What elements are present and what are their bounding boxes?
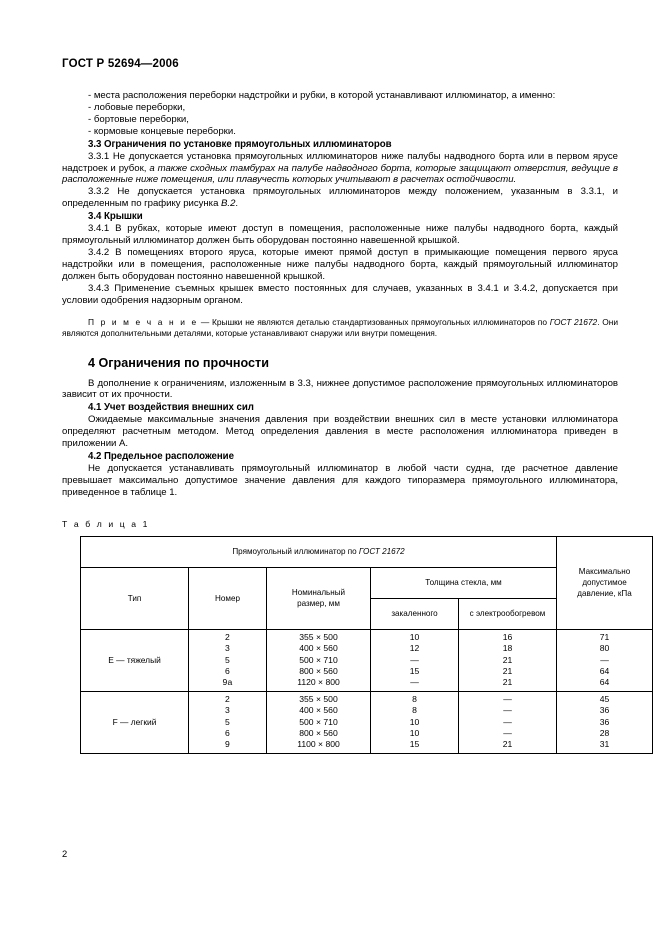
paragraph-4-2: Не допускается устанавливать прямоугольный иллюминатор в любой части судна, где расчетное давление превышает максимально допустимое значение давления для каждого типоразмера прямоугольного иллюминатора, приведенное в таблице 1. [62,463,618,498]
page-number: 2 [62,848,68,859]
heading-4-2: 4.2 Предельное расположение [88,451,234,463]
cell-sizes-e: 355 × 500 400 × 560 500 × 710 800 × 560 1120 × 800 [267,629,371,691]
paragraph-3-4-1: 3.4.1 В рубках, которые имеют доступ в помещения, расположенные ниже палубы надводного борта, каждый прямоугольный иллюминатор должен быть оборудован постоянно навешенной крышкой. [62,223,618,247]
group-header-gost: ГОСТ 21672 [358,547,405,557]
header-electro-heated: с электрообогревом [459,598,557,629]
paragraph-3-4-2: 3.4.2 В помещениях второго яруса, которые имеют прямой доступ в примыкающие помещения первого яруса надстройки или в помещения, расположенные ниже палубы надводного борта, каждый прямоугольный иллюминатор должен быть оборудован постоянно навешенной крышкой. [62,246,618,282]
paragraph-3-3-2-plain-b: . [235,198,239,210]
bullet-intro-paragraph: - места расположения переборки надстройки и рубки, в которой устанавливают иллюминатор, а именно: [88,90,556,101]
cell-numbers-f: 2 3 5 6 9 [189,691,267,753]
header-tempered: закаленного [371,598,459,629]
heading-3-3: 3.3 Ограничения по установке прямоугольных иллюминаторов [88,138,392,150]
header-number: Номер [189,567,267,629]
paragraph-3-4-3: 3.4.3 Применение съемных крышек вместо постоянных для случаев, указанных в 3.4.1 и 3.4.2, допускается при условии одобрения надзорным органом. [62,282,618,306]
heading-section-4: 4 Ограничения по прочности [88,355,269,370]
illuminator-pressure-table [80,536,653,754]
header-max-pressure: Максимально допустимое давление, кПа [557,536,653,629]
cell-type-e: E — тяжелый [81,629,189,691]
table-row [81,691,653,753]
standard-header: ГОСТ Р 52694—2006 [62,58,179,70]
bullet-item-1: - лобовые переборки, [88,101,186,113]
paragraph-4-1: Ожидаемые максимальные значения давления при воздействии внешних сил в месте установки иллюминатора определяют расчетным методом. Метод определения давления в месте расположения иллюминатора приведен в приложении А. [62,414,618,450]
group-header-plain: Прямоугольный иллюминатор по [232,547,359,557]
note-paragraph [62,317,618,339]
heading-4-1: 4.1 Учет воздействия внешних сил [88,402,254,414]
table-caption: Т а б л и ц а 1 [62,518,150,529]
bullet-item-3: - кормовые концевые переборки. [88,125,236,137]
bullet-item-2: - бортовые переборки, [88,113,189,125]
cell-pressure-f: 45 36 36 28 31 [557,691,653,753]
cell-electro-heated-f: — — — — 21 [459,691,557,753]
table-row [81,629,653,691]
page-content [62,58,632,754]
header-nominal-size: Номинальный размер, мм [267,567,371,629]
cell-tempered-e: 10 12 — 15 — [371,629,459,691]
table-group-header [81,536,557,567]
paragraph-3-3-1 [62,151,618,187]
note-label: П р и м е ч а н и е [88,316,199,327]
note-text-b: . Они являются дополнительными деталями, которые устанавливают снаружи или внутри помещения. [62,316,618,338]
header-glass-thickness: Толщина стекла, мм [371,567,557,598]
paragraph-3-3-2 [62,186,618,210]
paragraph-4-intro: В дополнение к ограничениям, изложенным в 3.3, нижнее допустимое расположение прямоугольных иллюминаторов зависит от их прочности. [62,377,618,401]
cell-sizes-f: 355 × 500 400 × 560 500 × 710 800 × 560 1100 × 800 [267,691,371,753]
cell-pressure-e: 71 80 — 64 64 [557,629,653,691]
cell-type-f: F — легкий [81,691,189,753]
paragraph-3-3-2-plain-a: 3.3.2 Не допускается установка прямоугольных иллюминаторов между положением, указанным в 3.3.1, и определенным по графику рисунка [62,186,618,210]
cell-numbers-e: 2 3 5 6 9а [189,629,267,691]
header-type: Тип [81,567,189,629]
paragraph-3-3-1-italic: а также сходных тамбурах на палубе надводного борта, которые защищают отверстия, ведущие в расположенные ниже помещения, или плавучесть которых учитывают в расчетах остойчивости. [62,162,618,186]
paragraph-3-3-1-plain: 3.3.1 Не допускается установка прямоугольных иллюминаторов ниже палубы надводного борта или в первом ярусе надстроек и рубок, [62,150,618,174]
heading-3-4: 3.4 Крышки [88,211,143,223]
cell-electro-heated-e: 16 18 21 21 21 [459,629,557,691]
note-gost-reference: ГОСТ 21672 [549,316,598,327]
note-text-a: — Крышки не являются деталью стандартизованных прямоугольных иллюминаторов по [198,316,550,327]
paragraph-3-3-2-italic: В.2 [221,198,236,210]
table-header-row-group [81,536,653,567]
cell-tempered-f: 8 8 10 10 15 [371,691,459,753]
